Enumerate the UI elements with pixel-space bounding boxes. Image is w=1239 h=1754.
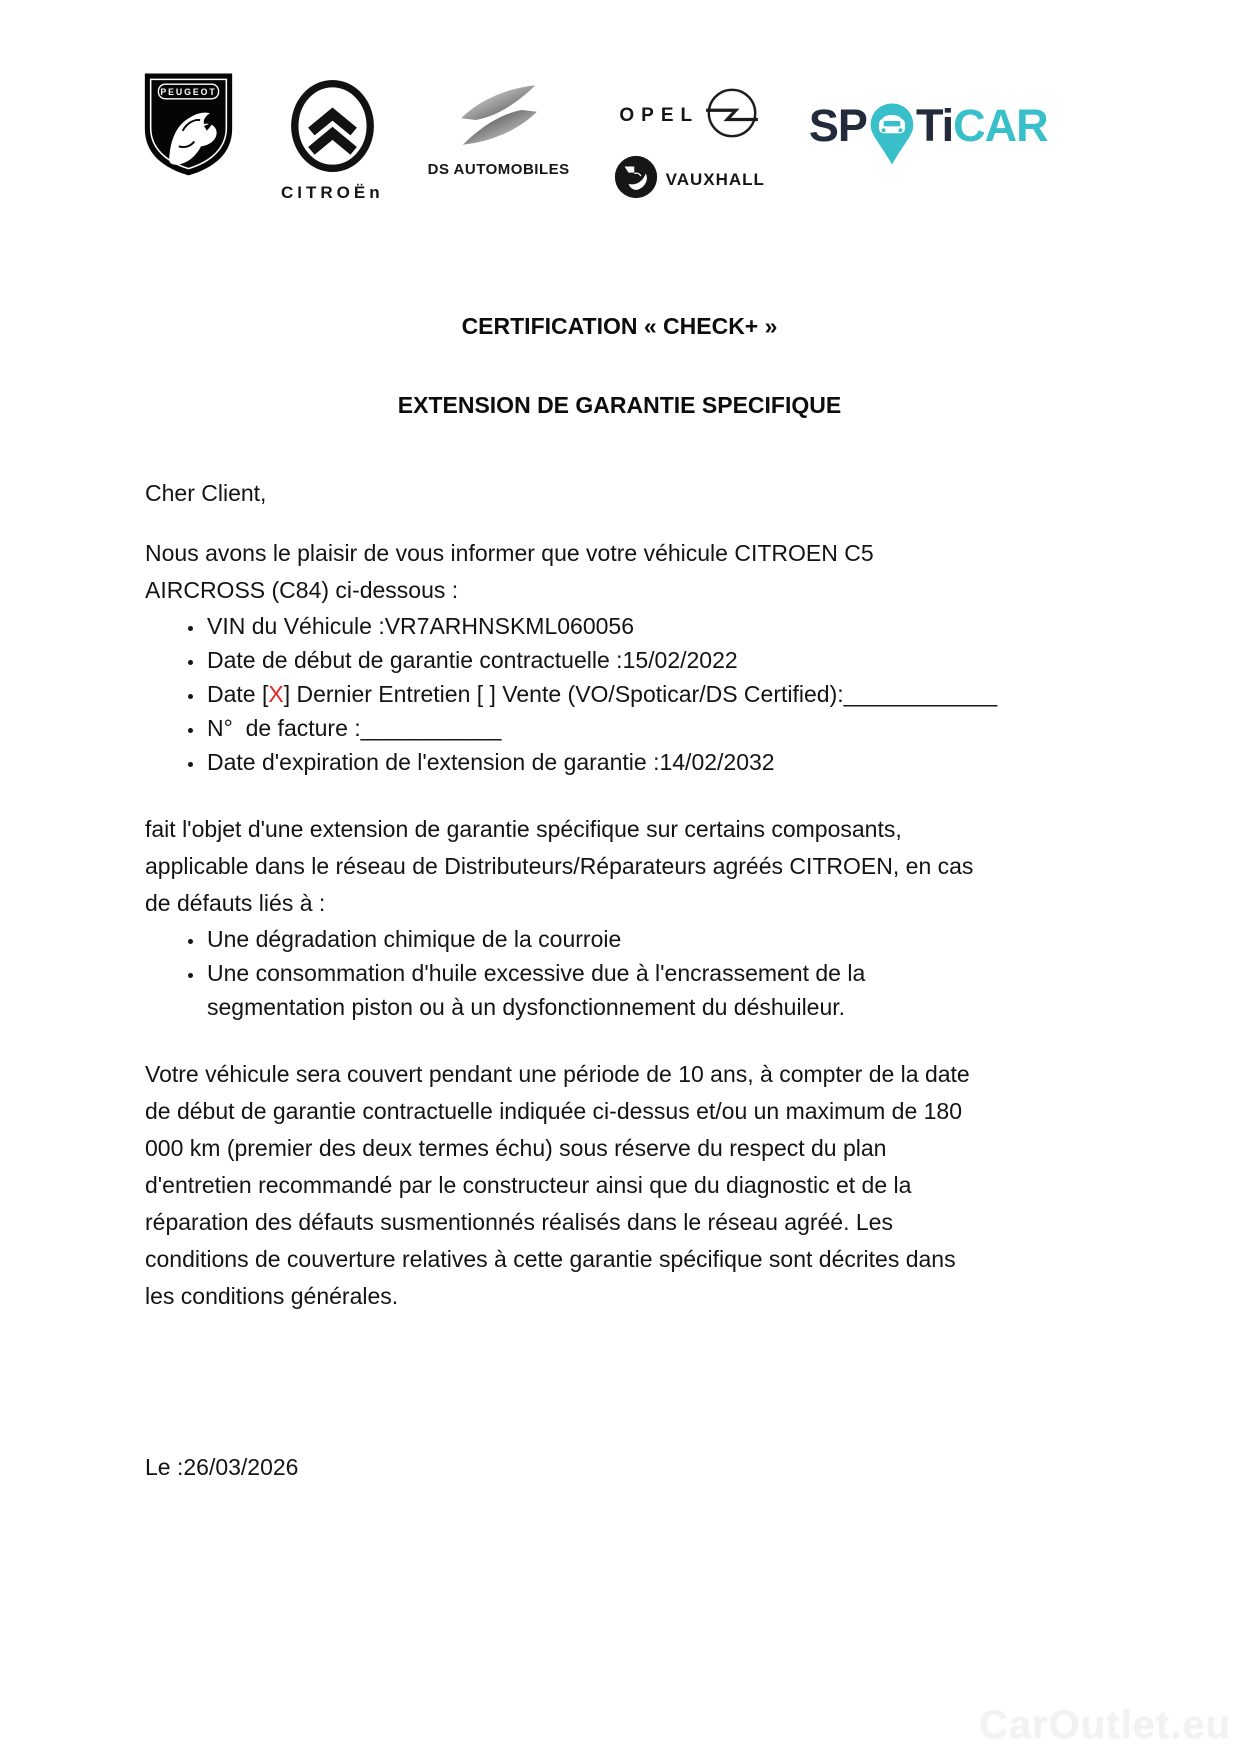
defect-oil-line: • Une consommation d'huile excessive due à l'encrassement de la	[207, 960, 866, 986]
defect-oil-line: segmentation piston ou à un dysfonctionnement du déshuileur.	[207, 994, 846, 1020]
date-blank-line: ____________	[843, 681, 998, 707]
spoticar-pin-car-icon	[869, 102, 915, 171]
svg-text:PEUGEOT: PEUGEOT	[160, 86, 217, 97]
opel-blitz-icon	[705, 86, 759, 145]
spoticar-wordmark-sp: SP	[808, 100, 867, 151]
list-item-warranty-start-date	[205, 643, 1089, 677]
ds-automobiles-logo	[428, 82, 570, 178]
citroen-wordmark: CITROËn	[281, 183, 384, 202]
spoticar-wordmark-ti: Ti	[915, 100, 954, 151]
vauxhall-logo	[614, 155, 765, 204]
checkbox-x-mark: X	[268, 681, 284, 707]
brand-logo-header	[0, 0, 1239, 202]
list-item-vin	[205, 609, 1089, 643]
scope-line: de défauts liés à :	[145, 890, 326, 916]
opel-logo	[619, 86, 759, 145]
terms-line: de début de garantie contractuelle indiquée ci-dessus et/ou un maximum de 180	[145, 1098, 963, 1124]
warranty-expiry-value: Date d'expiration de l'extension de garantie :14/02/2032	[207, 749, 775, 775]
list-item-warranty-expiry-date	[205, 745, 1089, 779]
intro-paragraph	[145, 535, 1089, 609]
vauxhall-griffin-icon	[614, 155, 658, 204]
spoticar-logo	[809, 100, 1048, 171]
terms-line: Votre véhicule sera couvert pendant une période de 10 ans, à compter de la date	[145, 1061, 970, 1087]
ds-wings-icon	[456, 82, 542, 153]
invoice-blank-line: ___________	[360, 715, 502, 741]
terms-line: d'entretien recommandé par le constructeur ainsi que du diagnostic et de la	[145, 1172, 912, 1198]
intro-line: Nous avons le plaisir de vous informer que votre véhicule CITROEN C5	[145, 540, 874, 566]
salutation: Cher Client,	[145, 480, 267, 506]
intro-line: AIRCROSS (C84) ci-dessous :	[145, 577, 459, 603]
defect-belt-text: Une dégradation chimique de la courroie	[207, 926, 622, 952]
covered-defects-list	[145, 922, 1089, 1024]
list-item-defect-belt	[205, 922, 1089, 956]
citroen-chevrons-icon	[285, 80, 380, 177]
opel-wordmark: OPEL	[619, 104, 700, 126]
peugeot-shield-lion-icon	[140, 70, 237, 183]
terms-line: conditions de couverture relatives à cette garantie spécifique sont décrites dans	[145, 1246, 956, 1272]
checkbox-label-pre: Date [	[207, 681, 269, 707]
citroen-logo	[281, 80, 384, 203]
caroutlet-watermark: CarOutlet.eu	[978, 1703, 1231, 1747]
certification-title: CERTIFICATION « CHECK+ »	[461, 313, 778, 339]
opel-vauxhall-logos	[614, 86, 765, 204]
ds-wordmark: DS AUTOMOBILES	[427, 161, 570, 178]
checkbox-label-post: ] Dernier Entretien [ ] Vente (VO/Spoticar/DS Certified):	[283, 681, 844, 707]
scope-line: applicable dans le réseau de Distributeurs/Réparateurs agréés CITROEN, en cas	[145, 853, 974, 879]
warranty-scope-paragraph	[145, 811, 1089, 922]
vauxhall-wordmark: VAUXHALL	[665, 169, 765, 189]
vehicle-details-list	[145, 609, 1089, 779]
spoticar-wordmark-car: CAR	[953, 100, 1048, 151]
coverage-terms-paragraph	[145, 1056, 1089, 1315]
vin-value: VIN du Véhicule :VR7ARHNSKML060056	[207, 613, 635, 639]
list-item-service-or-sale-checkbox	[205, 677, 1089, 711]
invoice-number-label: N° de facture :	[207, 715, 361, 741]
terms-line: 000 km (premier des deux termes échu) sous réserve du respect du plan	[145, 1135, 887, 1161]
document-date: Le :26/03/2026	[145, 1454, 299, 1480]
list-item-invoice-number	[205, 711, 1089, 745]
scope-line: fait l'objet d'une extension de garantie spécifique sur certains composants,	[145, 816, 902, 842]
terms-line: réparation des défauts susmentionnés réalisés dans le réseau agréé. Les	[145, 1209, 893, 1235]
list-item-defect-oil-consumption	[205, 956, 1089, 1024]
terms-line: les conditions générales.	[145, 1283, 399, 1309]
peugeot-logo	[140, 70, 237, 183]
letter-body	[0, 477, 1239, 1483]
warranty-extension-subtitle: EXTENSION DE GARANTIE SPECIFIQUE	[397, 392, 842, 418]
warranty-start-date-value: Date de début de garantie contractuelle :15/02/2022	[207, 647, 738, 673]
